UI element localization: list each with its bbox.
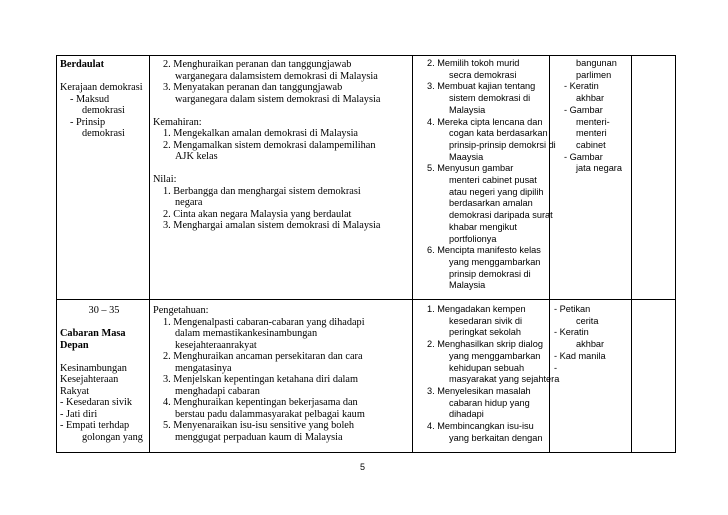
cell-line: 1. Berbangga dan menghargai sistem demokrasi <box>163 185 361 197</box>
cell-line: mengatasinya <box>175 362 232 374</box>
cell-line: 3. Menjelskan kepentingan ketahana diri dalam <box>163 374 359 385</box>
cell-line: Depan <box>60 339 89 351</box>
lesson-plan-table <box>56 55 676 453</box>
cell-line: 3. Menyelesikan masalah <box>427 385 531 396</box>
cell-line: Kesinambungan <box>60 362 127 374</box>
table-border-right <box>675 55 676 453</box>
cell-line: negara <box>175 197 203 208</box>
column-divider <box>549 55 550 453</box>
table-border-left <box>56 55 57 453</box>
cell-line: Malaysia <box>449 104 486 115</box>
cell-line: Pengetahuan: <box>153 305 209 316</box>
cell-line: 5. Menyenaraikan isu-isu sensitive yang boleh <box>163 420 355 431</box>
cell-line: 2. Menghuraikan peranan dan tanggungjawab <box>163 59 352 70</box>
cell-line: - Keratin <box>554 327 589 338</box>
cell-line: Rakyat <box>60 385 90 397</box>
cell-line: kesedaran sivik di <box>449 315 523 326</box>
cell-line: kehidupan sebuah <box>449 362 525 373</box>
cell-line: menghadapi cabaran <box>175 385 260 397</box>
cell-line: - Empati terhdap <box>60 420 130 431</box>
cell-line: Cabaran Masa <box>60 328 126 339</box>
cell-line: akhbar <box>576 93 605 104</box>
cell-line: - Jati diri <box>60 408 98 420</box>
cell-line: peringkat sekolah <box>449 327 522 338</box>
cell-line: 4. Membincangkan isu-isu <box>427 421 534 431</box>
cell-line: portfolionya <box>449 233 497 244</box>
cell-line: demokrasi <box>82 105 125 116</box>
cell-line: prinsip demokrasi di <box>449 268 531 279</box>
cell-line: 3. Membuat kajian tentang <box>427 81 536 92</box>
cell-line: 30 – 35 <box>88 305 120 316</box>
cell-line: yang menggambarkan <box>449 256 541 267</box>
cell-line: - Gambar <box>564 104 603 115</box>
cell-line: 2. Menghasilkan skrip dialog <box>427 339 543 350</box>
cell-line: AJK kelas <box>175 151 218 162</box>
cell-line: golongan yang <box>82 431 143 443</box>
page-number: 5 <box>360 462 366 472</box>
cell-line: 1. Mengenalpasti cabaran-cabaran yang dihadapi <box>163 316 365 328</box>
cell-line: prinsip-prinsip demokrsi di <box>449 139 556 150</box>
cell-line: Berdaulat <box>60 59 105 70</box>
cell-line: warganegara dalam sistem demokrasi di Malaysia <box>175 93 381 105</box>
cell-line: Nilai: <box>153 174 177 185</box>
cell-line: kesejahteraanrakyat <box>175 339 257 351</box>
cell-line: parlimen <box>576 69 612 80</box>
cell-line: - Gambar <box>564 151 603 162</box>
column-divider <box>412 55 413 453</box>
cell-line: bangunan <box>576 58 617 68</box>
cell-line: Malaysia <box>449 280 486 291</box>
cell-line: Kesejahteraan <box>60 374 119 385</box>
cell-line: menteri cabinet pusat <box>449 175 537 185</box>
cell-line: 3. Menghargai amalan sistem demokrasi di Malaysia <box>163 220 381 231</box>
cell-line: dihadapi <box>449 409 484 420</box>
cell-line: menteri- <box>576 116 610 127</box>
cell-line: 4. Menghuraikan kepentingan bekerjasama dan <box>163 397 358 408</box>
cell-line: 1. Mengadakan kempen <box>427 304 526 314</box>
cell-line: menteri <box>576 128 607 139</box>
cell-line: 2. Menghuraikan ancaman persekitaran dan cara <box>163 351 363 362</box>
column-divider <box>149 55 150 453</box>
cell-line: berdasarkan amalan <box>449 198 533 209</box>
cell-line: 3. Menyatakan peranan dan tanggungjawab <box>163 82 343 93</box>
cell-line: - Prinsip <box>70 116 106 128</box>
cell-line: cabaran hidup yang <box>449 397 530 408</box>
cell-line: khabar mengikut <box>449 221 517 232</box>
cell-line: secra demokrasi <box>449 69 517 80</box>
cell-line: atau negeri yang dipilih <box>449 186 544 197</box>
cell-line: 4. Mereka cipta lencana dan <box>427 116 543 127</box>
cell-line: - Kesedaran sivik <box>60 397 133 408</box>
cell-line: cerita <box>576 315 599 326</box>
cell-line: - Petikan <box>554 304 591 314</box>
cell-line: demokrasi daripada surat <box>449 210 553 221</box>
cell-line: berstau padu dalammasyarakat pelbagai kaum <box>175 408 365 420</box>
cell-line: sistem demokrasi di <box>449 93 531 104</box>
cell-line: - <box>554 362 558 373</box>
cell-line: 6. Mencipta manifesto kelas <box>427 245 541 256</box>
column-divider <box>631 55 632 453</box>
cell-line: masyarakat yang sejahtera <box>449 374 560 385</box>
cell-line: Maaysia <box>449 151 484 162</box>
cell-line: akhbar <box>576 339 605 350</box>
cell-line: 1. Mengekalkan amalan demokrasi di Malaysia <box>163 128 359 139</box>
cell-line: yang berkaitan dengan <box>449 432 543 443</box>
cell-line: jata negara <box>576 163 622 174</box>
cell-line: - Keratin <box>564 81 599 92</box>
cell-line: yang menggambarkan <box>449 350 541 361</box>
cell-line: 5. Menyusun gambar <box>427 163 514 174</box>
cell-line: demokrasi <box>82 128 125 139</box>
cell-line: - Kad manila <box>554 350 606 361</box>
cell-line: 2. Memilih tokoh murid <box>427 58 520 68</box>
cell-line: 2. Cinta akan negara Malaysia yang berdaulat <box>163 208 352 220</box>
cell-line: cabinet <box>576 139 606 150</box>
cell-line: warganegara dalamsistem demokrasi di Malaysia <box>175 70 378 82</box>
cell-line: cogan kata berdasarkan <box>449 128 548 139</box>
cell-line: 2. Mengamalkan sistem demokrasi dalampemilihan <box>163 139 376 151</box>
cell-line: menggugat perpaduan kaum di Malaysia <box>175 431 343 443</box>
cell-line: - Maksud <box>70 93 110 105</box>
cell-line: dalam memastikankesinambungan <box>175 328 318 339</box>
cell-line: Kerajaan demokrasi <box>60 82 143 93</box>
cell-line: Kemahiran: <box>153 116 202 128</box>
